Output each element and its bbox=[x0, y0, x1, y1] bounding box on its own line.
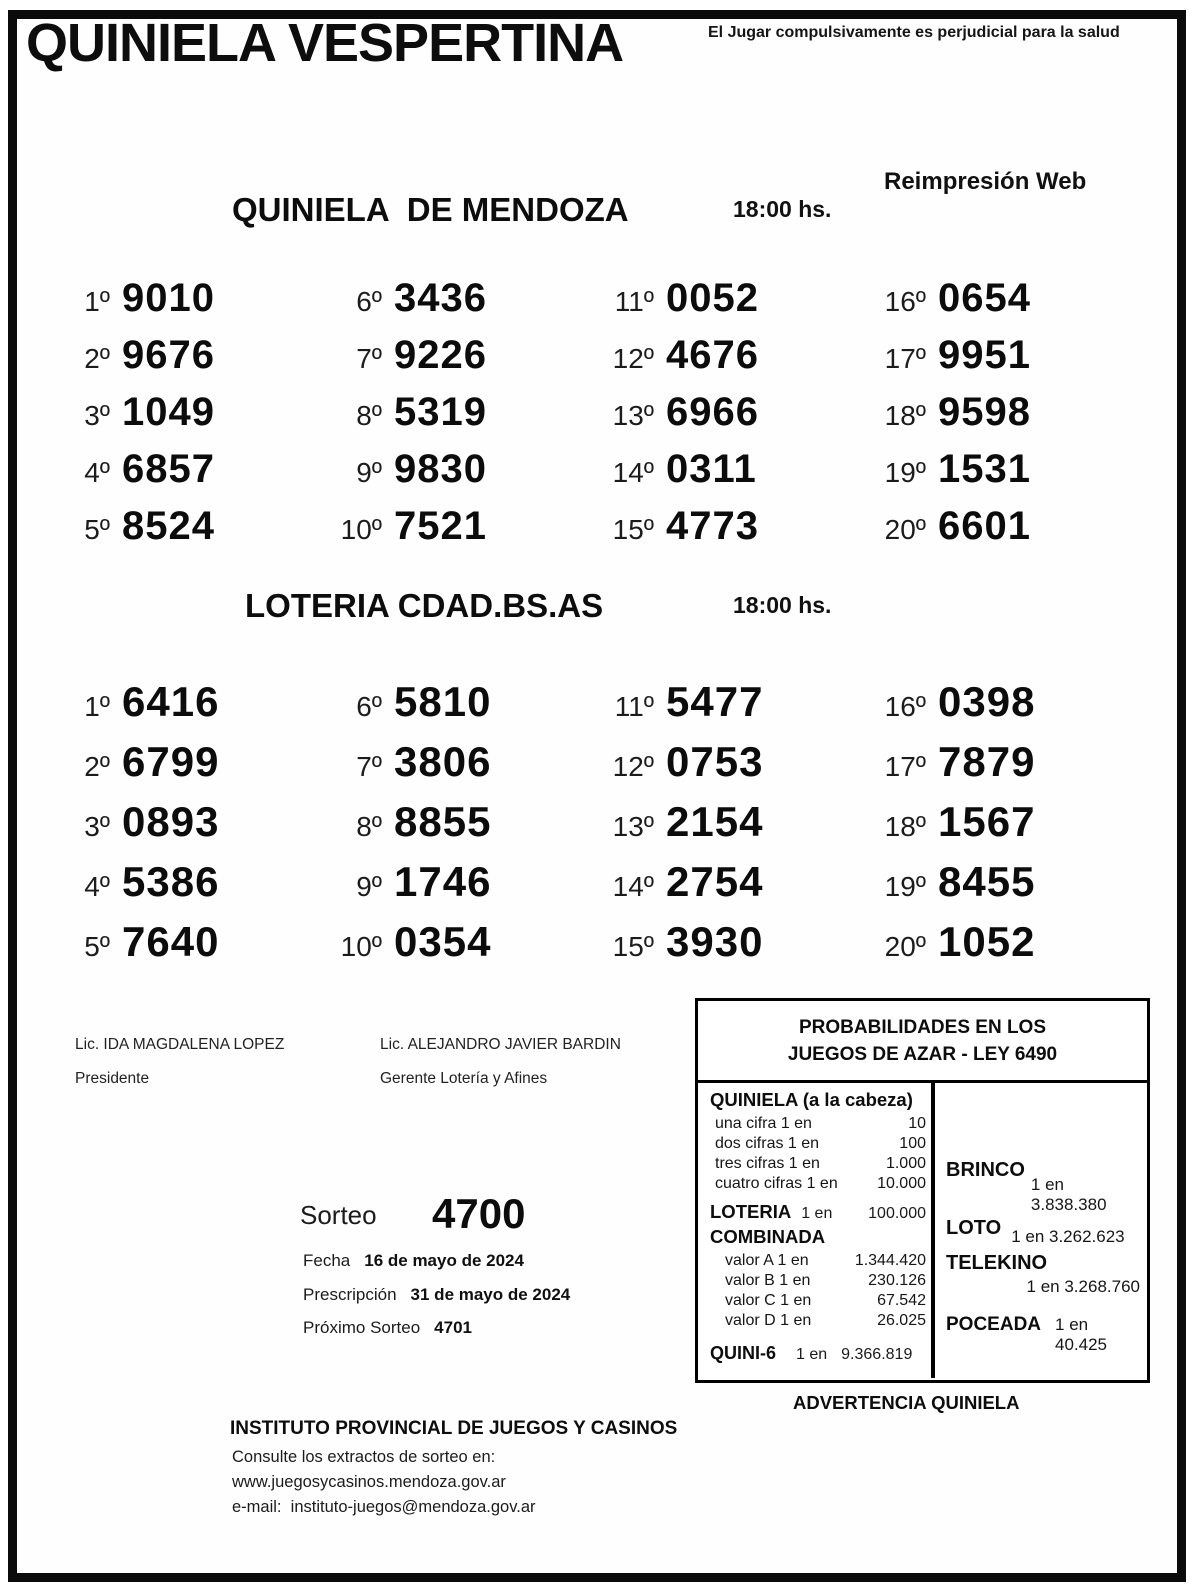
result-cell bbox=[312, 390, 584, 447]
result-position: 12º bbox=[612, 343, 654, 374]
sorteo-next-row bbox=[303, 1318, 472, 1338]
result-number: 0654 bbox=[938, 276, 1031, 320]
result-cell bbox=[312, 918, 584, 978]
telekino-label: TELEKINO bbox=[946, 1252, 1048, 1274]
result-number: 7640 bbox=[122, 918, 220, 965]
vertical-divider bbox=[931, 1083, 935, 1378]
result-position: 4º bbox=[84, 457, 110, 488]
result-position: 15º bbox=[612, 514, 654, 545]
result-cell bbox=[584, 798, 856, 858]
result-position: 2º bbox=[84, 343, 110, 374]
result-position: 12º bbox=[612, 751, 654, 782]
odds-value: 10.000 bbox=[877, 1175, 926, 1192]
result-cell bbox=[40, 918, 312, 978]
result-position: 18º bbox=[884, 811, 926, 842]
odds-row bbox=[710, 1174, 926, 1194]
odds-value: 10 bbox=[908, 1115, 926, 1132]
quini6-label: QUINI-6 bbox=[710, 1343, 777, 1363]
odds-label: valor B 1 en bbox=[725, 1272, 811, 1289]
result-number: 5477 bbox=[666, 678, 764, 725]
result-cell bbox=[40, 738, 312, 798]
result-position: 1º bbox=[84, 691, 110, 722]
quini6-odds-row bbox=[710, 1343, 926, 1364]
result-position: 16º bbox=[884, 691, 926, 722]
result-cell bbox=[856, 678, 1128, 738]
result-cell bbox=[312, 504, 584, 561]
result-cell bbox=[312, 738, 584, 798]
result-cell bbox=[856, 504, 1128, 561]
result-cell bbox=[856, 447, 1128, 504]
loteria-value: 100.000 bbox=[868, 1205, 926, 1222]
odds-value: 230.126 bbox=[868, 1272, 926, 1289]
result-number: 0354 bbox=[394, 918, 492, 965]
loto-value: 1 en 3.262.623 bbox=[1011, 1227, 1125, 1246]
odds-row bbox=[710, 1311, 926, 1331]
result-position: 19º bbox=[884, 871, 926, 902]
result-cell bbox=[312, 798, 584, 858]
result-cell bbox=[856, 858, 1128, 918]
probabilities-body bbox=[698, 1083, 1147, 1378]
draw-time-mendoza: 18:00 hs. bbox=[733, 196, 832, 222]
result-cell bbox=[40, 678, 312, 738]
advertencia-heading: ADVERTENCIA QUINIELA bbox=[793, 1392, 1020, 1413]
result-position: 10º bbox=[340, 514, 382, 545]
result-position: 6º bbox=[356, 691, 382, 722]
loteria-odds-row bbox=[710, 1201, 926, 1223]
loto-label: LOTO bbox=[946, 1217, 1002, 1239]
probabilities-right-column bbox=[946, 1083, 1142, 1355]
result-number: 9226 bbox=[394, 333, 487, 377]
result-cell bbox=[584, 390, 856, 447]
result-cell bbox=[40, 447, 312, 504]
combinada-heading: COMBINADA bbox=[710, 1226, 826, 1247]
odds-label: valor D 1 en bbox=[725, 1312, 812, 1329]
result-number: 3806 bbox=[394, 738, 492, 785]
result-cell bbox=[40, 390, 312, 447]
result-position: 19º bbox=[884, 457, 926, 488]
instituto-email: e-mail: instituto-juegos@mendoza.gov.ar bbox=[232, 1498, 536, 1516]
result-position: 3º bbox=[84, 811, 110, 842]
result-position: 8º bbox=[356, 811, 382, 842]
result-number: 6601 bbox=[938, 504, 1031, 548]
result-cell bbox=[40, 276, 312, 333]
odds-label: tres cifras 1 en bbox=[715, 1155, 820, 1172]
result-number: 1567 bbox=[938, 798, 1036, 845]
poceada-label: POCEADA bbox=[946, 1314, 1042, 1335]
poceada-odds bbox=[946, 1314, 1142, 1355]
prescripcion-value: 31 de mayo de 2024 bbox=[410, 1285, 571, 1304]
result-cell bbox=[856, 390, 1128, 447]
health-warning-text: El Jugar compulsivamente es perjudicial para la salud bbox=[708, 24, 1120, 41]
section-heading-bsas: LOTERIA CDAD.BS.AS bbox=[245, 587, 604, 624]
result-position: 11º bbox=[614, 691, 654, 722]
proximo-value: 4701 bbox=[434, 1318, 472, 1337]
result-position: 9º bbox=[356, 871, 382, 902]
result-cell bbox=[40, 858, 312, 918]
result-cell bbox=[312, 678, 584, 738]
result-number: 9010 bbox=[122, 276, 215, 320]
result-number: 4676 bbox=[666, 333, 759, 377]
result-cell bbox=[584, 447, 856, 504]
result-cell bbox=[584, 678, 856, 738]
result-position: 2º bbox=[84, 751, 110, 782]
odds-value: 67.542 bbox=[877, 1292, 926, 1309]
sorteo-number: 4700 bbox=[432, 1190, 526, 1237]
result-cell bbox=[856, 918, 1128, 978]
fecha-label: Fecha bbox=[303, 1251, 351, 1270]
probabilities-title bbox=[698, 1001, 1147, 1083]
telekino-odds bbox=[946, 1252, 1142, 1297]
signature-president-role: Presidente bbox=[75, 1070, 150, 1087]
result-number: 8455 bbox=[938, 858, 1036, 905]
result-number: 7521 bbox=[394, 504, 487, 548]
odds-value: 26.025 bbox=[877, 1312, 926, 1329]
prescripcion-label: Prescripción bbox=[303, 1285, 397, 1304]
result-number: 1531 bbox=[938, 447, 1031, 491]
loteria-mid: 1 en bbox=[801, 1205, 833, 1222]
result-cell bbox=[312, 858, 584, 918]
probabilities-left-column bbox=[710, 1089, 926, 1364]
result-cell bbox=[312, 447, 584, 504]
odds-label: valor C 1 en bbox=[725, 1292, 812, 1309]
loteria-label: LOTERIA bbox=[710, 1201, 792, 1222]
odds-value: 1.344.420 bbox=[854, 1252, 926, 1269]
result-number: 8524 bbox=[122, 504, 215, 548]
result-number: 6416 bbox=[122, 678, 220, 725]
result-cell bbox=[584, 738, 856, 798]
result-position: 20º bbox=[884, 931, 926, 962]
result-number: 5810 bbox=[394, 678, 492, 725]
instituto-heading: INSTITUTO PROVINCIAL DE JUEGOS Y CASINOS bbox=[230, 1418, 678, 1439]
result-number: 9598 bbox=[938, 390, 1031, 434]
result-number: 6857 bbox=[122, 447, 215, 491]
result-position: 5º bbox=[84, 514, 110, 545]
result-number: 4773 bbox=[666, 504, 759, 548]
odds-value: 1.000 bbox=[885, 1155, 926, 1172]
odds-label: dos cifras 1 en bbox=[715, 1135, 820, 1152]
probabilities-title-line1: PROBABILIDADES EN LOS bbox=[798, 1017, 1047, 1038]
result-position: 9º bbox=[356, 457, 382, 488]
result-number: 5386 bbox=[122, 858, 220, 905]
result-number: 9676 bbox=[122, 333, 215, 377]
result-position: 6º bbox=[356, 286, 382, 317]
result-number: 3436 bbox=[394, 276, 487, 320]
result-position: 7º bbox=[356, 343, 382, 374]
result-number: 0311 bbox=[666, 447, 757, 491]
result-cell bbox=[856, 276, 1128, 333]
result-position: 11º bbox=[614, 286, 654, 317]
odds-row bbox=[710, 1291, 926, 1311]
odds-row bbox=[710, 1114, 926, 1134]
proximo-label: Próximo Sorteo bbox=[303, 1318, 421, 1337]
telekino-value: 1 en 3.268.760 bbox=[1026, 1277, 1140, 1296]
result-cell bbox=[584, 333, 856, 390]
result-cell bbox=[856, 333, 1128, 390]
result-cell bbox=[584, 504, 856, 561]
result-position: 20º bbox=[884, 514, 926, 545]
signature-president-name: Lic. IDA MAGDALENA LOPEZ bbox=[75, 1036, 285, 1053]
sorteo-prescription-row bbox=[303, 1285, 570, 1305]
probabilities-box bbox=[695, 998, 1150, 1383]
result-cell bbox=[856, 798, 1128, 858]
result-position: 4º bbox=[84, 871, 110, 902]
result-number: 0398 bbox=[938, 678, 1036, 725]
result-number: 1746 bbox=[394, 858, 492, 905]
fecha-value: 16 de mayo de 2024 bbox=[364, 1251, 524, 1270]
results-grid-bsas bbox=[40, 678, 1128, 978]
result-position: 18º bbox=[884, 400, 926, 431]
result-position: 10º bbox=[340, 931, 382, 962]
signature-manager-name: Lic. ALEJANDRO JAVIER BARDIN bbox=[380, 1036, 621, 1053]
result-cell bbox=[40, 504, 312, 561]
result-number: 6966 bbox=[666, 390, 759, 434]
quiniela-odds-rows bbox=[710, 1114, 926, 1194]
result-cell bbox=[40, 798, 312, 858]
quini6-mid: 1 en bbox=[796, 1346, 828, 1363]
draw-time-bsas: 18:00 hs. bbox=[733, 592, 832, 618]
combinada-rows bbox=[710, 1251, 926, 1331]
result-number: 0893 bbox=[122, 798, 220, 845]
result-position: 3º bbox=[84, 400, 110, 431]
quini6-value: 9.366.819 bbox=[841, 1346, 913, 1363]
result-position: 14º bbox=[612, 457, 654, 488]
result-position: 16º bbox=[884, 286, 926, 317]
result-position: 13º bbox=[612, 400, 654, 431]
result-cell bbox=[584, 276, 856, 333]
section-heading-mendoza: QUINIELA DE MENDOZA bbox=[232, 191, 629, 228]
result-position: 5º bbox=[84, 931, 110, 962]
odds-row bbox=[710, 1251, 926, 1271]
result-number: 0052 bbox=[666, 276, 759, 320]
result-number: 1052 bbox=[938, 918, 1036, 965]
odds-row bbox=[710, 1271, 926, 1291]
instituto-consulte-line: Consulte los extractos de sorteo en: bbox=[232, 1448, 496, 1466]
sorteo-label: Sorteo bbox=[300, 1200, 377, 1230]
result-number: 7879 bbox=[938, 738, 1036, 785]
result-position: 15º bbox=[612, 931, 654, 962]
probabilities-title-line2: JUEGOS DE AZAR - LEY 6490 bbox=[787, 1044, 1058, 1065]
sorteo-date-row bbox=[303, 1251, 524, 1271]
result-number: 0753 bbox=[666, 738, 764, 785]
quiniela-odds-heading: QUINIELA (a la cabeza) bbox=[710, 1089, 913, 1110]
signature-manager-role: Gerente Lotería y Afines bbox=[380, 1070, 548, 1087]
odds-row bbox=[710, 1154, 926, 1174]
odds-row bbox=[710, 1134, 926, 1154]
result-cell bbox=[584, 858, 856, 918]
result-position: 14º bbox=[612, 871, 654, 902]
odds-label: cuatro cifras 1 en bbox=[715, 1175, 838, 1192]
page-title: QUINIELA VESPERTINA bbox=[26, 13, 624, 73]
result-number: 9830 bbox=[394, 447, 487, 491]
result-position: 8º bbox=[356, 400, 382, 431]
result-position: 7º bbox=[356, 751, 382, 782]
brinco-odds bbox=[946, 1159, 1142, 1215]
result-number: 2754 bbox=[666, 858, 764, 905]
poceada-value: 1 en 40.425 bbox=[1055, 1315, 1108, 1354]
result-number: 5319 bbox=[394, 390, 487, 434]
brinco-value: 1 en 3.838.380 bbox=[1030, 1175, 1107, 1214]
result-number: 2154 bbox=[666, 798, 764, 845]
result-position: 1º bbox=[84, 286, 110, 317]
result-cell bbox=[584, 918, 856, 978]
result-number: 6799 bbox=[122, 738, 220, 785]
result-cell bbox=[856, 738, 1128, 798]
odds-value: 100 bbox=[899, 1135, 926, 1152]
result-number: 9951 bbox=[938, 333, 1031, 377]
odds-label: una cifra 1 en bbox=[715, 1115, 812, 1132]
reprint-label: Reimpresión Web bbox=[884, 168, 1087, 195]
result-cell bbox=[40, 333, 312, 390]
result-position: 17º bbox=[884, 343, 926, 374]
result-number: 3930 bbox=[666, 918, 764, 965]
result-cell bbox=[312, 333, 584, 390]
result-position: 17º bbox=[884, 751, 926, 782]
loto-odds bbox=[946, 1217, 1142, 1247]
odds-label: valor A 1 en bbox=[725, 1252, 809, 1269]
result-position: 13º bbox=[612, 811, 654, 842]
brinco-label: BRINCO bbox=[946, 1159, 1025, 1181]
result-cell bbox=[312, 276, 584, 333]
result-number: 8855 bbox=[394, 798, 492, 845]
result-number: 1049 bbox=[122, 390, 215, 434]
instituto-website: www.juegosycasinos.mendoza.gov.ar bbox=[232, 1473, 506, 1491]
results-grid-mendoza bbox=[40, 276, 1128, 561]
